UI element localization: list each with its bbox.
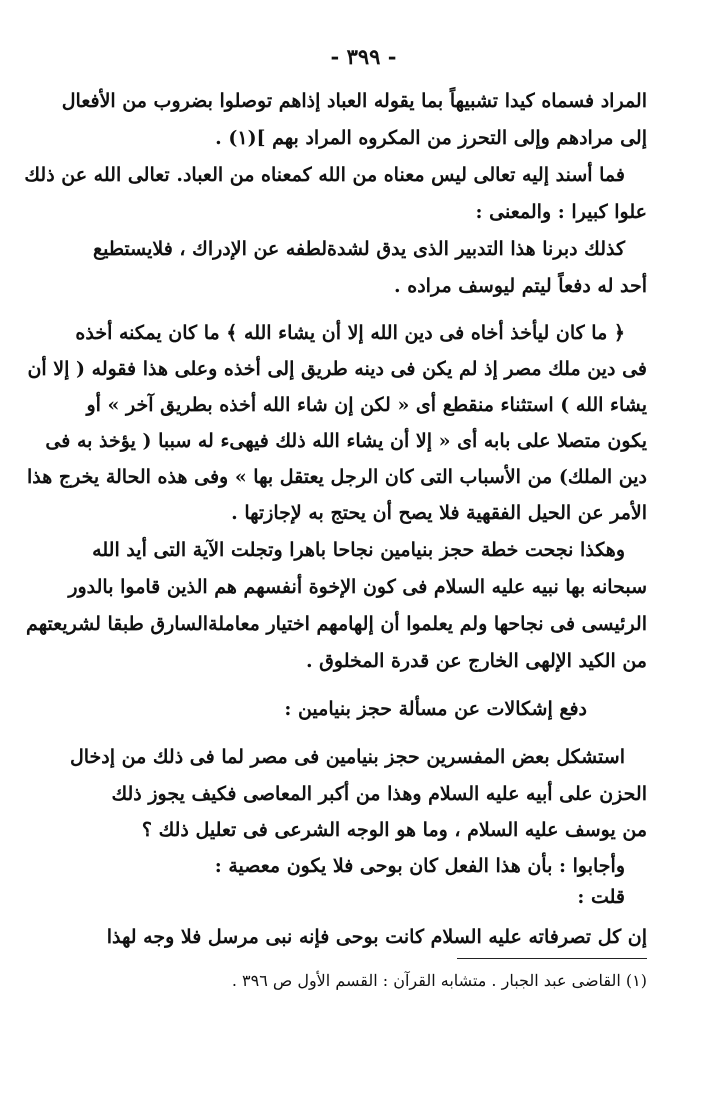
text-line: الحزن على أبيه عليه السلام وهذا من أكبر المعاصى فكيف يجوز ذلك — [111, 783, 647, 805]
text-line: من الكيد الإلهى الخارج عن قدرة المخلوق . — [305, 650, 647, 672]
text-line: دين الملك) من الأسباب التى كان الرجل يعتقل بها » وفى هذه الحالة يخرج هذا — [27, 466, 647, 488]
text-line: فى دين ملك مصر إذ لم يكن فى دينه طريق إلى أخذه وعلى هذا فقوله ( إلا أن — [27, 358, 647, 380]
section-heading: دفع إشكالات عن مسألة حجز بنيامين : — [284, 698, 587, 720]
text-line: إن كل تصرفاته عليه السلام كانت بوحى فإنه نبى مرسل فلا وجه لهذا — [106, 926, 647, 948]
text-line: أحد له دفعاً ليتم ليوسف مراده . — [394, 275, 647, 297]
text-line: يكون متصلا على بابه أى « إلا أن يشاء الله ذلك فيهىء له سببا ( يؤخذ به فى — [45, 430, 647, 452]
text-line: وأجابوا : بأن هذا الفعل كان بوحى فلا يكون معصية : — [214, 855, 625, 877]
text-line: كذلك دبرنا هذا التدبير الذى يدق لشدةلطفه عن الإدراك ، فلايستطيع — [92, 238, 625, 260]
text-line: فما أسند إليه تعالى ليس معناه من الله كمعناه من العباد. تعالى الله عن ذلك — [24, 164, 625, 186]
text-line: المراد فسماه كيدا تشبيهاً بما يقوله العباد إذاهم توصلوا بضروب من الأفعال — [61, 90, 647, 112]
text-line: سبحانه بها نبيه عليه السلام فى كون الإخوة أنفسهم هم الذين قاموا بالدور — [68, 576, 647, 598]
footnote-divider — [457, 958, 647, 959]
text-line: من يوسف عليه السلام ، وما هو الوجه الشرعى فى تعليل ذلك ؟ — [141, 819, 647, 841]
text-line: وهكذا نجحت خطة حجز بنيامين نجاحا باهرا وتجلت الآية التى أيد الله — [92, 539, 625, 561]
text-line: قلت : — [577, 886, 625, 908]
text-line: إلى مرادهم وإلى التحرز من المكروه المراد بهم ](١) . — [215, 127, 647, 149]
text-line: استشكل بعض المفسرين حجز بنيامين فى مصر لما فى ذلك من إدخال — [69, 746, 625, 768]
text-line: يشاء الله ) استثناء منقطع أى « لكن إن شاء الله أخذه بطريق آخر » أو — [86, 394, 647, 416]
footnote: (١) القاضى عبد الجبار . متشابه القرآن : القسم الأول ص ٣٩٦ . — [231, 971, 647, 990]
text-line: الرئيسى فى نجاحها ولم يعلموا أن إلهامهم اختيار معاملةالسارق طبقا لشريعتهم — [26, 613, 647, 635]
page-number: - ٣٩٩ - — [330, 44, 397, 69]
text-line: الأمر عن الحيل الفقهية فلا يصح أن يحتج به لإجازتها . — [231, 502, 647, 524]
text-line: علوا كبيرا : والمعنى : — [475, 201, 647, 223]
quran-verse-line: ﴿ ما كان ليأخذ أخاه فى دين الله إلا أن يشاء الله ﴾ ما كان يمكنه أخذه — [75, 322, 625, 344]
